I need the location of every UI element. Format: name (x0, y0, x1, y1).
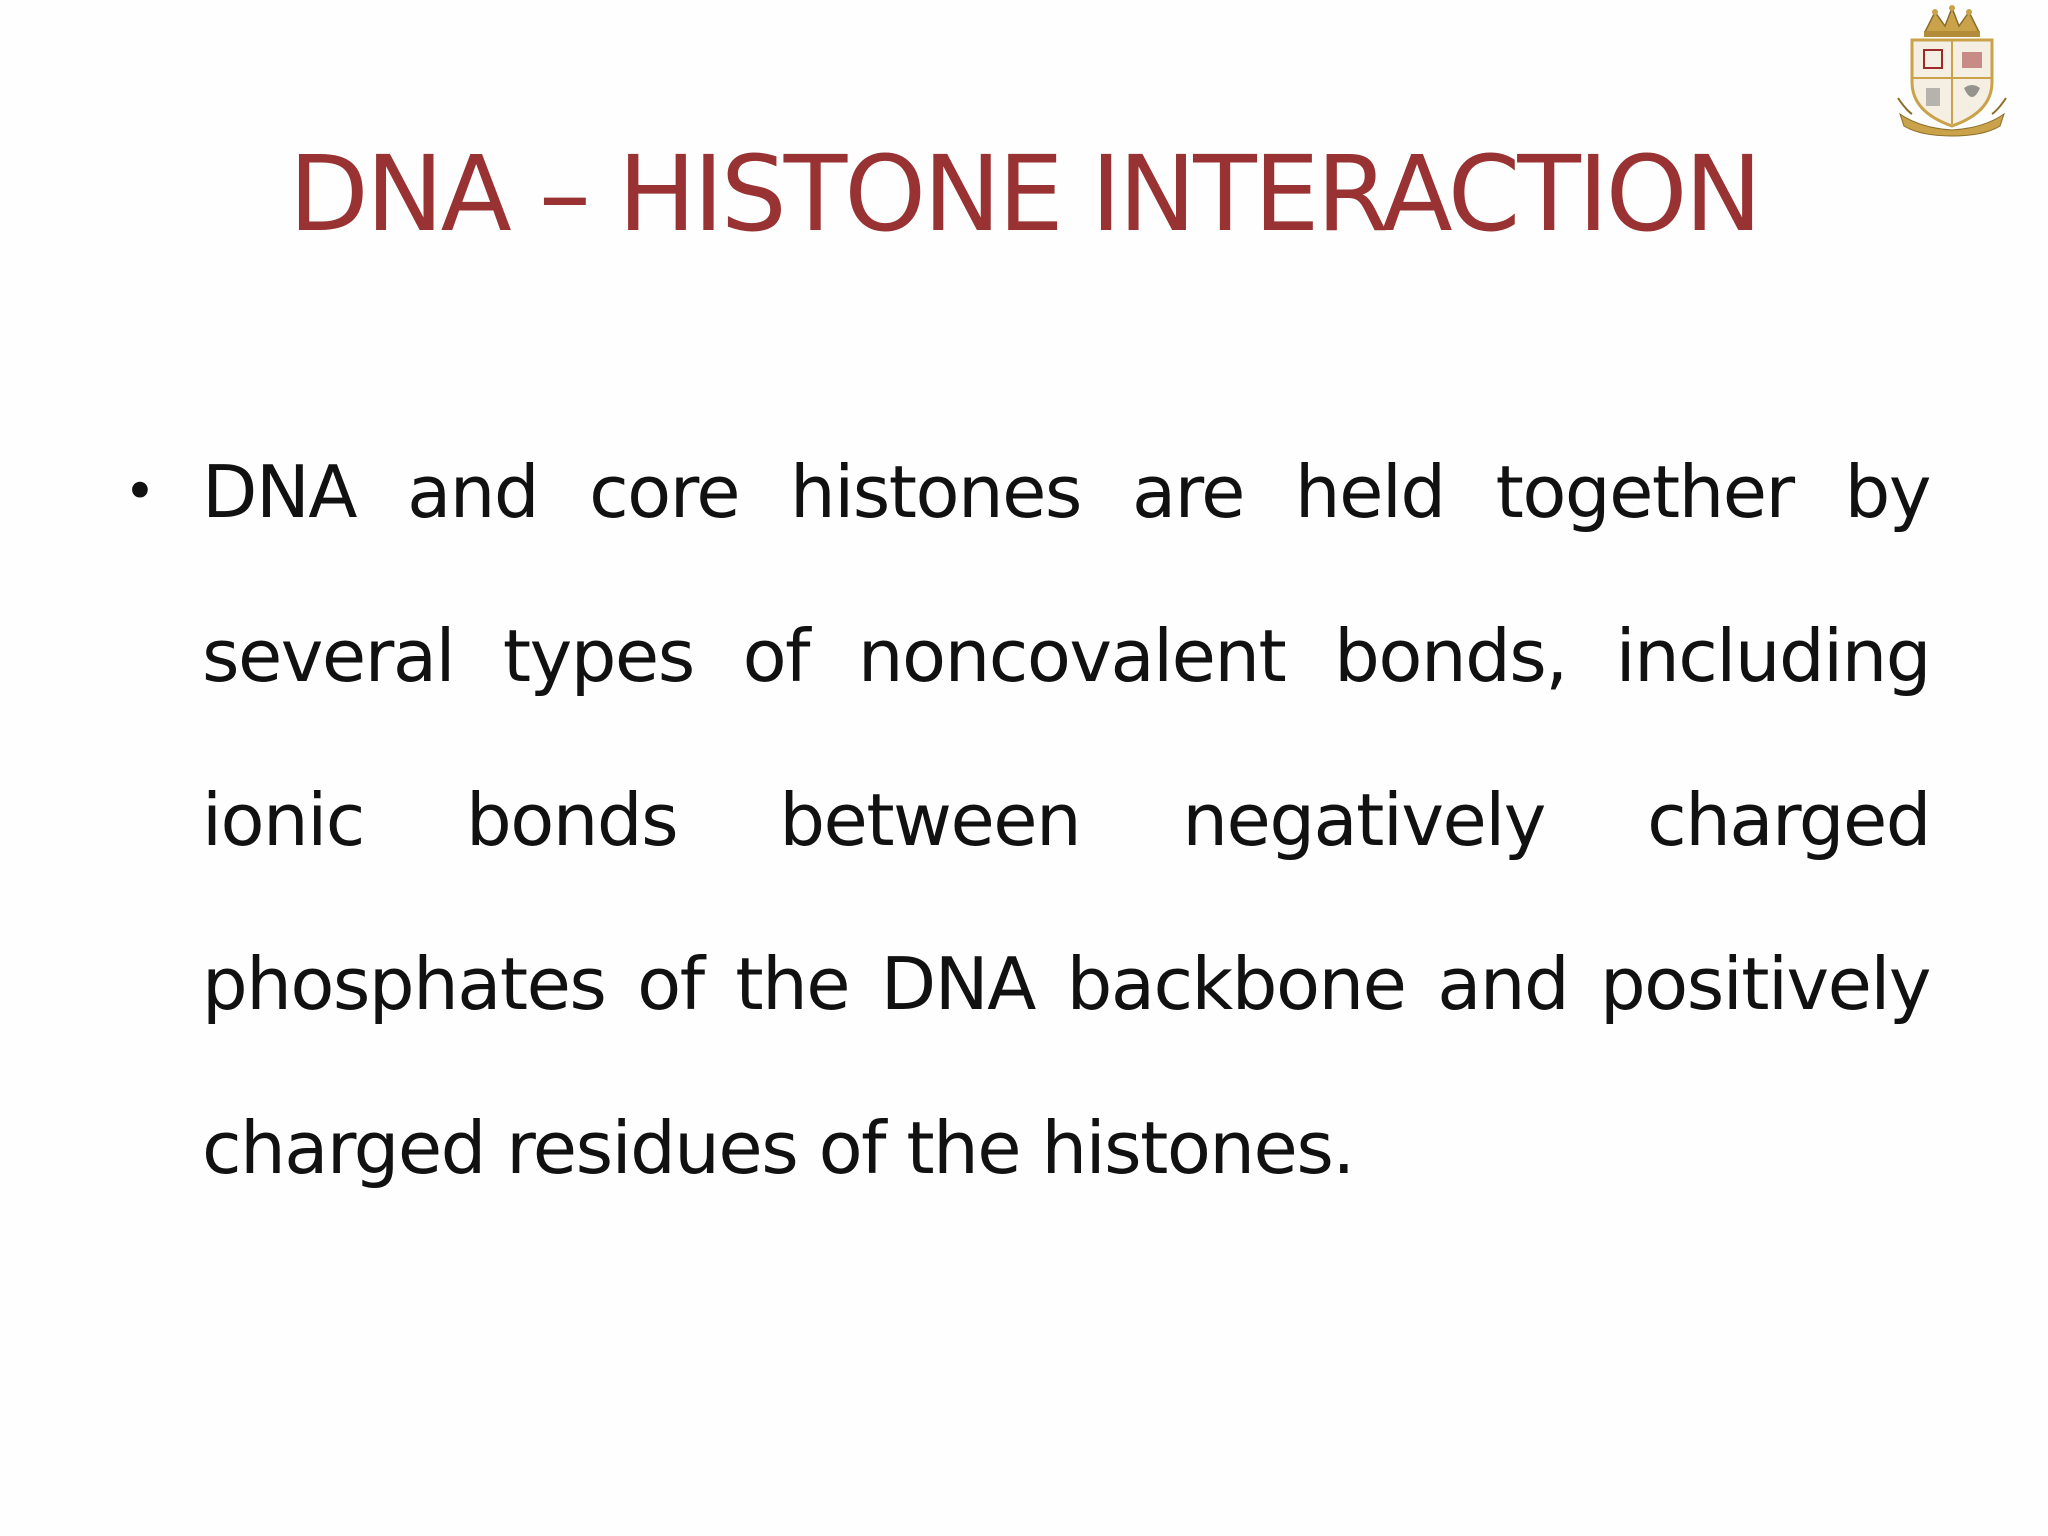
slide-title: DNA – HISTONE INTERACTION (288, 133, 1760, 255)
bullet-marker: • (124, 460, 156, 523)
bullet-list (120, 410, 1930, 1230)
bullet-item (120, 410, 1930, 1230)
college-crest-logo-icon (1890, 2, 2015, 137)
bullet-text: DNA and core histones are held together by several types of noncovalent bonds, including ionic bonds between negatively charged phosphates of the DNA backbone and positively charged residues of the histones. (202, 450, 1930, 1190)
